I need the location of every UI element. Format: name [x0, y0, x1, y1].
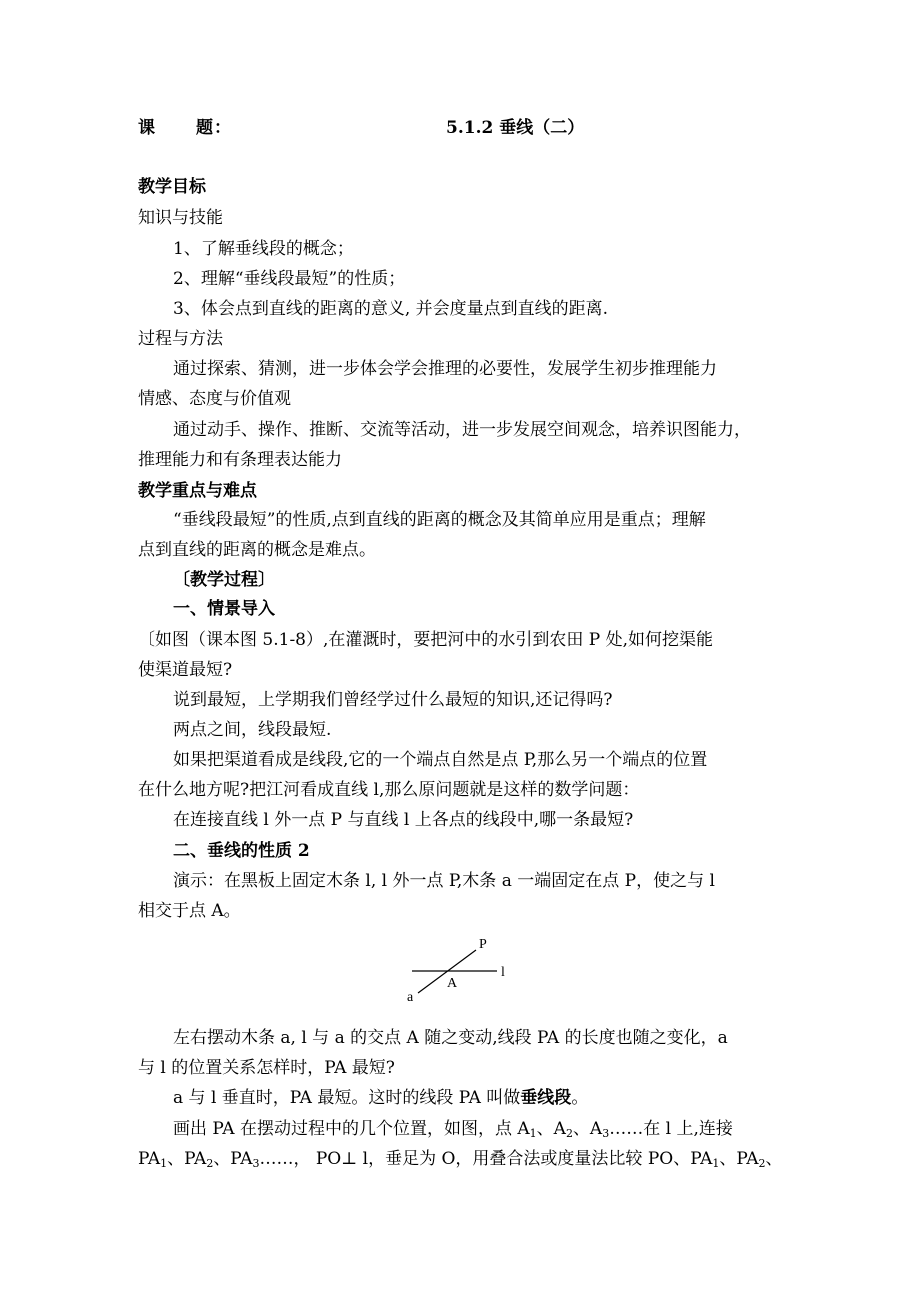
label-line-a: a	[407, 990, 414, 1005]
label-point-a: A	[447, 976, 458, 991]
subscript: 1	[160, 1157, 168, 1170]
process-heading: 过程与方法	[138, 329, 223, 349]
s2-para5-text: 、PA	[167, 1149, 207, 1169]
s2-para5-text: ……， PO⊥ l，垂足为 O，用叠合法或度量法比较 PO、PA	[259, 1149, 713, 1169]
process-section-heading: 〔教学过程〕	[173, 570, 275, 590]
subscript: 3	[602, 1127, 610, 1140]
s2-para4-text: ……在 l 上,连接	[609, 1119, 733, 1139]
knowledge-item-1: 1、了解垂线段的概念；	[173, 239, 354, 259]
s1-para4-line2: 在什么地方呢?把江河看成直线 l,那么原问题就是这样的数学问题：	[138, 780, 640, 800]
s2-para1-line2: 相交于点 A。	[138, 901, 241, 921]
knowledge-heading: 知识与技能	[138, 208, 223, 228]
s2-para2-line2: 与 l 的位置关系怎样时，PA 最短?	[138, 1058, 395, 1078]
knowledge-item-3: 3、体会点到直线的距离的意义, 并会度量点到直线的距离.	[173, 299, 609, 319]
s2-para4-text: 画出 PA 在摆动过程中的几个位置，如图，点 A	[173, 1119, 530, 1139]
knowledge-item-2: 2、理解“垂线段最短”的性质；	[173, 269, 406, 289]
label-l: l	[501, 965, 505, 980]
page-title: 5.1.2 垂线（二）	[446, 118, 585, 138]
subscript: 1	[529, 1127, 537, 1140]
subscript: 3	[252, 1157, 260, 1170]
s2-para4	[173, 1118, 733, 1145]
label-p: P	[479, 937, 487, 952]
emotion-text-2: 推理能力和有条理表达能力	[138, 450, 342, 470]
keypoints-heading: 教学重点与难点	[138, 481, 257, 501]
term-perpendicular-segment: 垂线段	[520, 1088, 572, 1108]
s2-para4-text: 、A	[572, 1119, 603, 1139]
s2-para5-text: 、	[765, 1149, 783, 1169]
title-label-b: 题：	[196, 118, 232, 138]
s2-para5-text: 、PA	[719, 1149, 759, 1169]
s1-para3: 两点之间，线段最短.	[173, 720, 332, 740]
title-label-a: 课	[138, 118, 156, 138]
emotion-heading: 情感、态度与价值观	[138, 389, 291, 409]
s2-para5-text: PA	[138, 1149, 161, 1169]
subscript: 2	[758, 1157, 766, 1170]
subscript: 2	[565, 1127, 573, 1140]
s2-para3-post: 。	[571, 1088, 589, 1108]
s2-para2-line1: 左右摆动木条 a, l 与 a 的交点 A 随之变动,线段 PA 的长度也随之变化，a	[173, 1028, 728, 1048]
keypoints-text-2: 点到直线的距离的概念是难点。	[138, 540, 376, 560]
s2-para5	[138, 1148, 783, 1175]
process-text: 通过探索、猜测，进一步体会学会推理的必要性，发展学生初步推理能力	[173, 359, 717, 379]
s2-para3-pre: a 与 l 垂直时，PA 最短。这时的线段 PA 叫做	[173, 1088, 521, 1108]
section2-heading: 二、垂线的性质 2	[173, 841, 310, 861]
emotion-text-1: 通过动手、操作、推断、交流等活动，进一步发展空间观念，培养识图能力，	[173, 420, 751, 440]
s1-para5: 在连接直线 l 外一点 P 与直线 l 上各点的线段中,哪一条最短?	[173, 810, 634, 830]
s1-para1-line2: 使渠道最短?	[138, 660, 233, 680]
s2-para5-text: 、PA	[213, 1149, 253, 1169]
s2-para4-text: 、A	[536, 1119, 566, 1139]
s1-para2: 说到最短，上学期我们曾经学过什么最短的知识,还记得吗?	[173, 690, 613, 710]
subscript: 1	[712, 1157, 720, 1170]
s1-para1-line1: 〔如图（课本图 5.1-8）,在灌溉时，要把河中的水引到农田 P 处,如何挖渠能	[138, 630, 714, 650]
objectives-heading: 教学目标	[138, 177, 206, 197]
keypoints-text-1: “垂线段最短”的性质,点到直线的距离的概念及其简单应用是重点；理解	[173, 510, 706, 530]
s2-para3	[173, 1087, 588, 1109]
section1-heading: 一、情景导入	[173, 599, 275, 619]
s2-para1-line1: 演示：在黑板上固定木条 l, l 外一点 P,木条 a 一端固定在点 P，使之与 l	[173, 871, 715, 891]
s1-para4-line1: 如果把渠道看成是线段,它的一个端点自然是点 P,那么另一个端点的位置	[173, 750, 708, 770]
subscript: 2	[206, 1157, 214, 1170]
